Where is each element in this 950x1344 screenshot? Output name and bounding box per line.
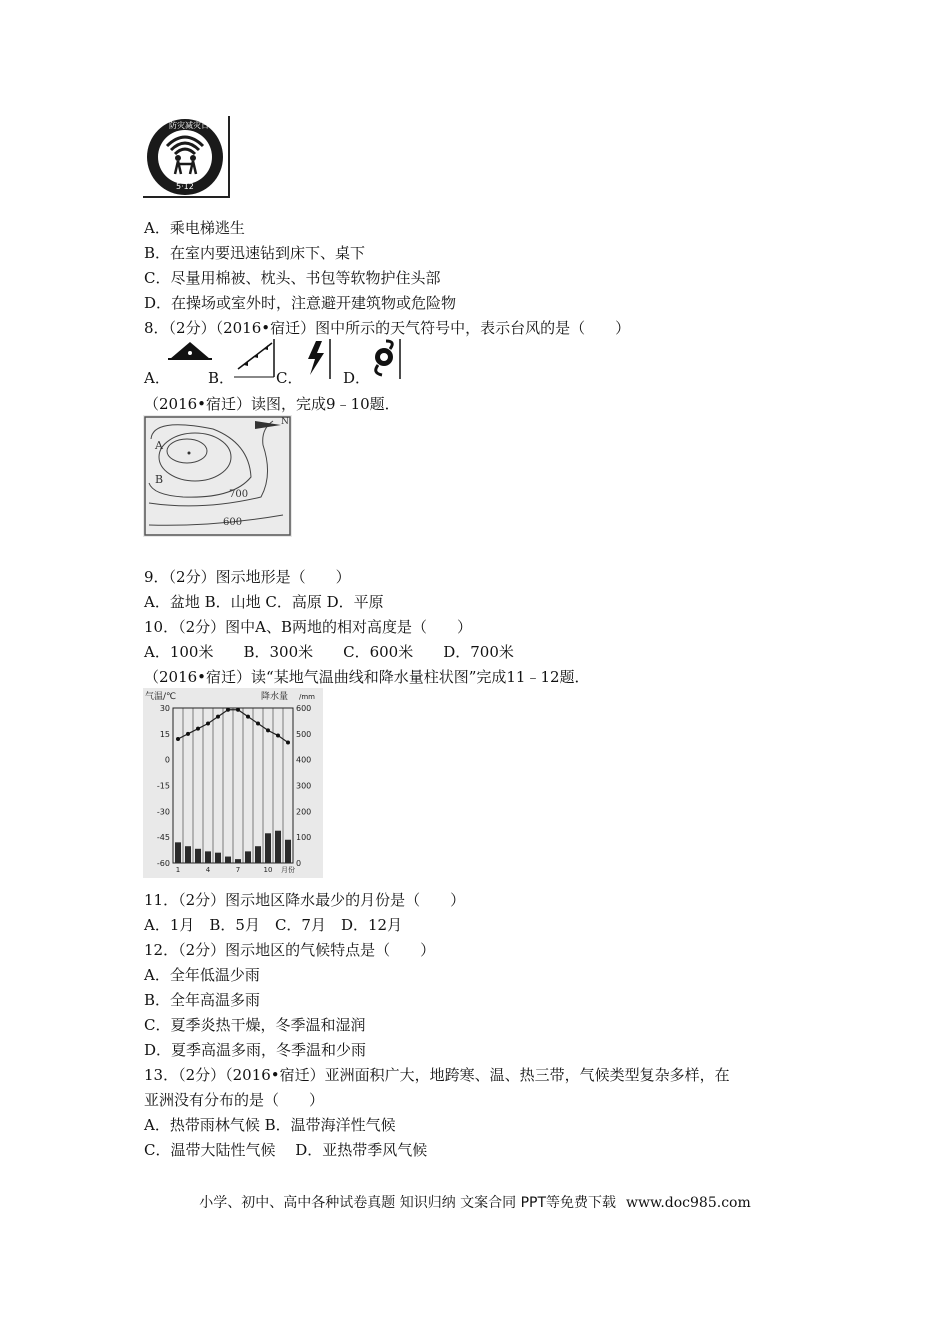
q8-label-b: B． (208, 369, 235, 387)
temperature-point (196, 727, 200, 731)
temperature-point (286, 740, 290, 744)
temperature-point (276, 734, 280, 738)
temperature-point (256, 722, 260, 726)
precip-bar (275, 831, 281, 863)
climate-chart (143, 688, 323, 878)
q8-label-d: D． (343, 369, 371, 387)
footer-text: 小学、初中、高中各种试卷真题 知识归纳 文案合同 PPT等免费下载 (199, 1195, 617, 1211)
contour-label-600: 600 (223, 517, 243, 528)
q9-stem: 9．（2分）图示地形是（ ） (144, 568, 351, 586)
sandstorm-symbol-icon (168, 339, 212, 379)
right-tick-label: 300 (296, 781, 312, 791)
temperature-point (186, 732, 190, 736)
left-tick-label: 30 (159, 704, 170, 713)
disaster-prevention-emblem (143, 116, 230, 198)
q12-option-b: B．全年高温多雨 (144, 991, 261, 1009)
precip-bar (265, 833, 271, 863)
x-tick-label: 7 (235, 866, 241, 874)
precip-bar (205, 851, 211, 863)
q11-options: A．1月 B．5月 C．7月 D．12月 (144, 916, 403, 934)
emblem-bottom-text: 5·12 (176, 182, 194, 191)
q13-options-line2: C．温带大陆性气候 D．亚热带季风气候 (144, 1141, 428, 1159)
q8-stem: 8．（2分）（2016•宿迁）图中所示的天气符号中，表示台风的是（ ） (144, 319, 631, 337)
precip-bar (175, 842, 181, 863)
left-axis-label: 气温/℃ (145, 692, 177, 702)
thunderstorm-symbol-icon (300, 339, 332, 379)
temperature-point (266, 728, 270, 732)
intro-9-10: （2016•宿迁）读图，完成9﹣10题． (144, 395, 400, 413)
north-arrow-label: N (281, 417, 289, 427)
q7-option-d: D．在操场或室外时，注意避开建筑物或危险物 (144, 294, 457, 312)
q8-label-a: A． (144, 369, 170, 387)
right-axis-label: 降水量 (261, 692, 289, 702)
right-tick-label: 0 (296, 859, 302, 868)
contour-label-b: B (155, 473, 164, 486)
q11-stem: 11．（2分）图示地区降水最少的月份是（ ） (144, 891, 466, 909)
contour-label-700: 700 (229, 489, 249, 500)
temperature-point (236, 708, 240, 712)
q12-option-c: C．夏季炎热干燥，冬季温和湿润 (144, 1016, 366, 1034)
right-axis-unit: /mm (299, 693, 315, 701)
x-tick-label: 1 (175, 866, 181, 874)
right-tick-label: 100 (296, 833, 312, 843)
footer-link[interactable]: www.doc985.com (626, 1195, 751, 1211)
precip-bar (255, 846, 261, 863)
x-tick-label: 10 (263, 866, 273, 874)
typhoon-symbol-icon (366, 339, 402, 379)
q9-options: A．盆地 B．山地 C．高原 D．平原 (144, 593, 384, 611)
q13-stem-line1: 13．（2分）（2016•宿迁）亚洲面积广大，地跨寒、温、热三带，气候类型复杂多样，在 (144, 1066, 730, 1084)
right-tick-label: 200 (296, 807, 312, 817)
left-tick-label: -15 (156, 781, 170, 791)
q12-option-d: D．夏季高温多雨，冬季温和少雨 (144, 1041, 367, 1059)
contour-label-a: A (155, 439, 163, 452)
left-tick-label: -45 (156, 833, 170, 843)
q13-stem-line2: 亚洲没有分布的是（ ） (144, 1091, 325, 1109)
q7-option-b: B．在室内要迅速钻到床下、桌下 (144, 244, 366, 262)
q7-option-c: C．尽量用棉被、枕头、书包等软物护住头部 (144, 269, 441, 287)
q12-stem: 12．（2分）图示地区的气候特点是（ ） (144, 941, 436, 959)
temperature-point (176, 737, 180, 741)
q10-stem: 10．（2分）图中A、B两地的相对高度是（ ） (144, 618, 472, 636)
x-tick-label: 4 (205, 866, 211, 874)
left-tick-label: -60 (156, 859, 170, 868)
page-footer (0, 1192, 950, 1212)
left-tick-label: -30 (156, 807, 170, 817)
left-tick-label: 0 (164, 755, 170, 765)
precip-bar (185, 846, 191, 863)
precip-bar (195, 849, 201, 863)
cold-front-symbol-icon (234, 339, 278, 379)
x-axis-unit: 月份 (281, 866, 295, 874)
temperature-point (206, 722, 210, 726)
contour-map (143, 415, 292, 537)
precip-bar (225, 857, 231, 863)
left-tick-label: 15 (159, 729, 170, 739)
q8-label-c: C． (276, 369, 303, 387)
temperature-point (246, 715, 250, 719)
precip-bar (285, 840, 291, 863)
precip-bar (215, 853, 221, 863)
q7-option-a: A．乘电梯逃生 (144, 219, 245, 237)
temperature-point (226, 708, 230, 712)
temperature-point (216, 715, 220, 719)
emblem-top-text: 防灾减灾日 (169, 121, 209, 130)
q13-options-line1: A．热带雨林气候 B．温带海洋性气候 (144, 1116, 396, 1134)
precip-bar (235, 859, 241, 863)
right-tick-label: 600 (296, 704, 312, 713)
q10-options: A．100米 B．300米 C．600米 D．700米 (144, 643, 514, 661)
precip-bar (245, 851, 251, 863)
q12-option-a: A．全年低温少雨 (144, 966, 260, 984)
right-tick-label: 500 (296, 729, 312, 739)
right-tick-label: 400 (296, 755, 312, 765)
intro-11-12: （2016•宿迁）读“某地气温曲线和降水量柱状图”完成11﹣12题． (144, 668, 590, 686)
